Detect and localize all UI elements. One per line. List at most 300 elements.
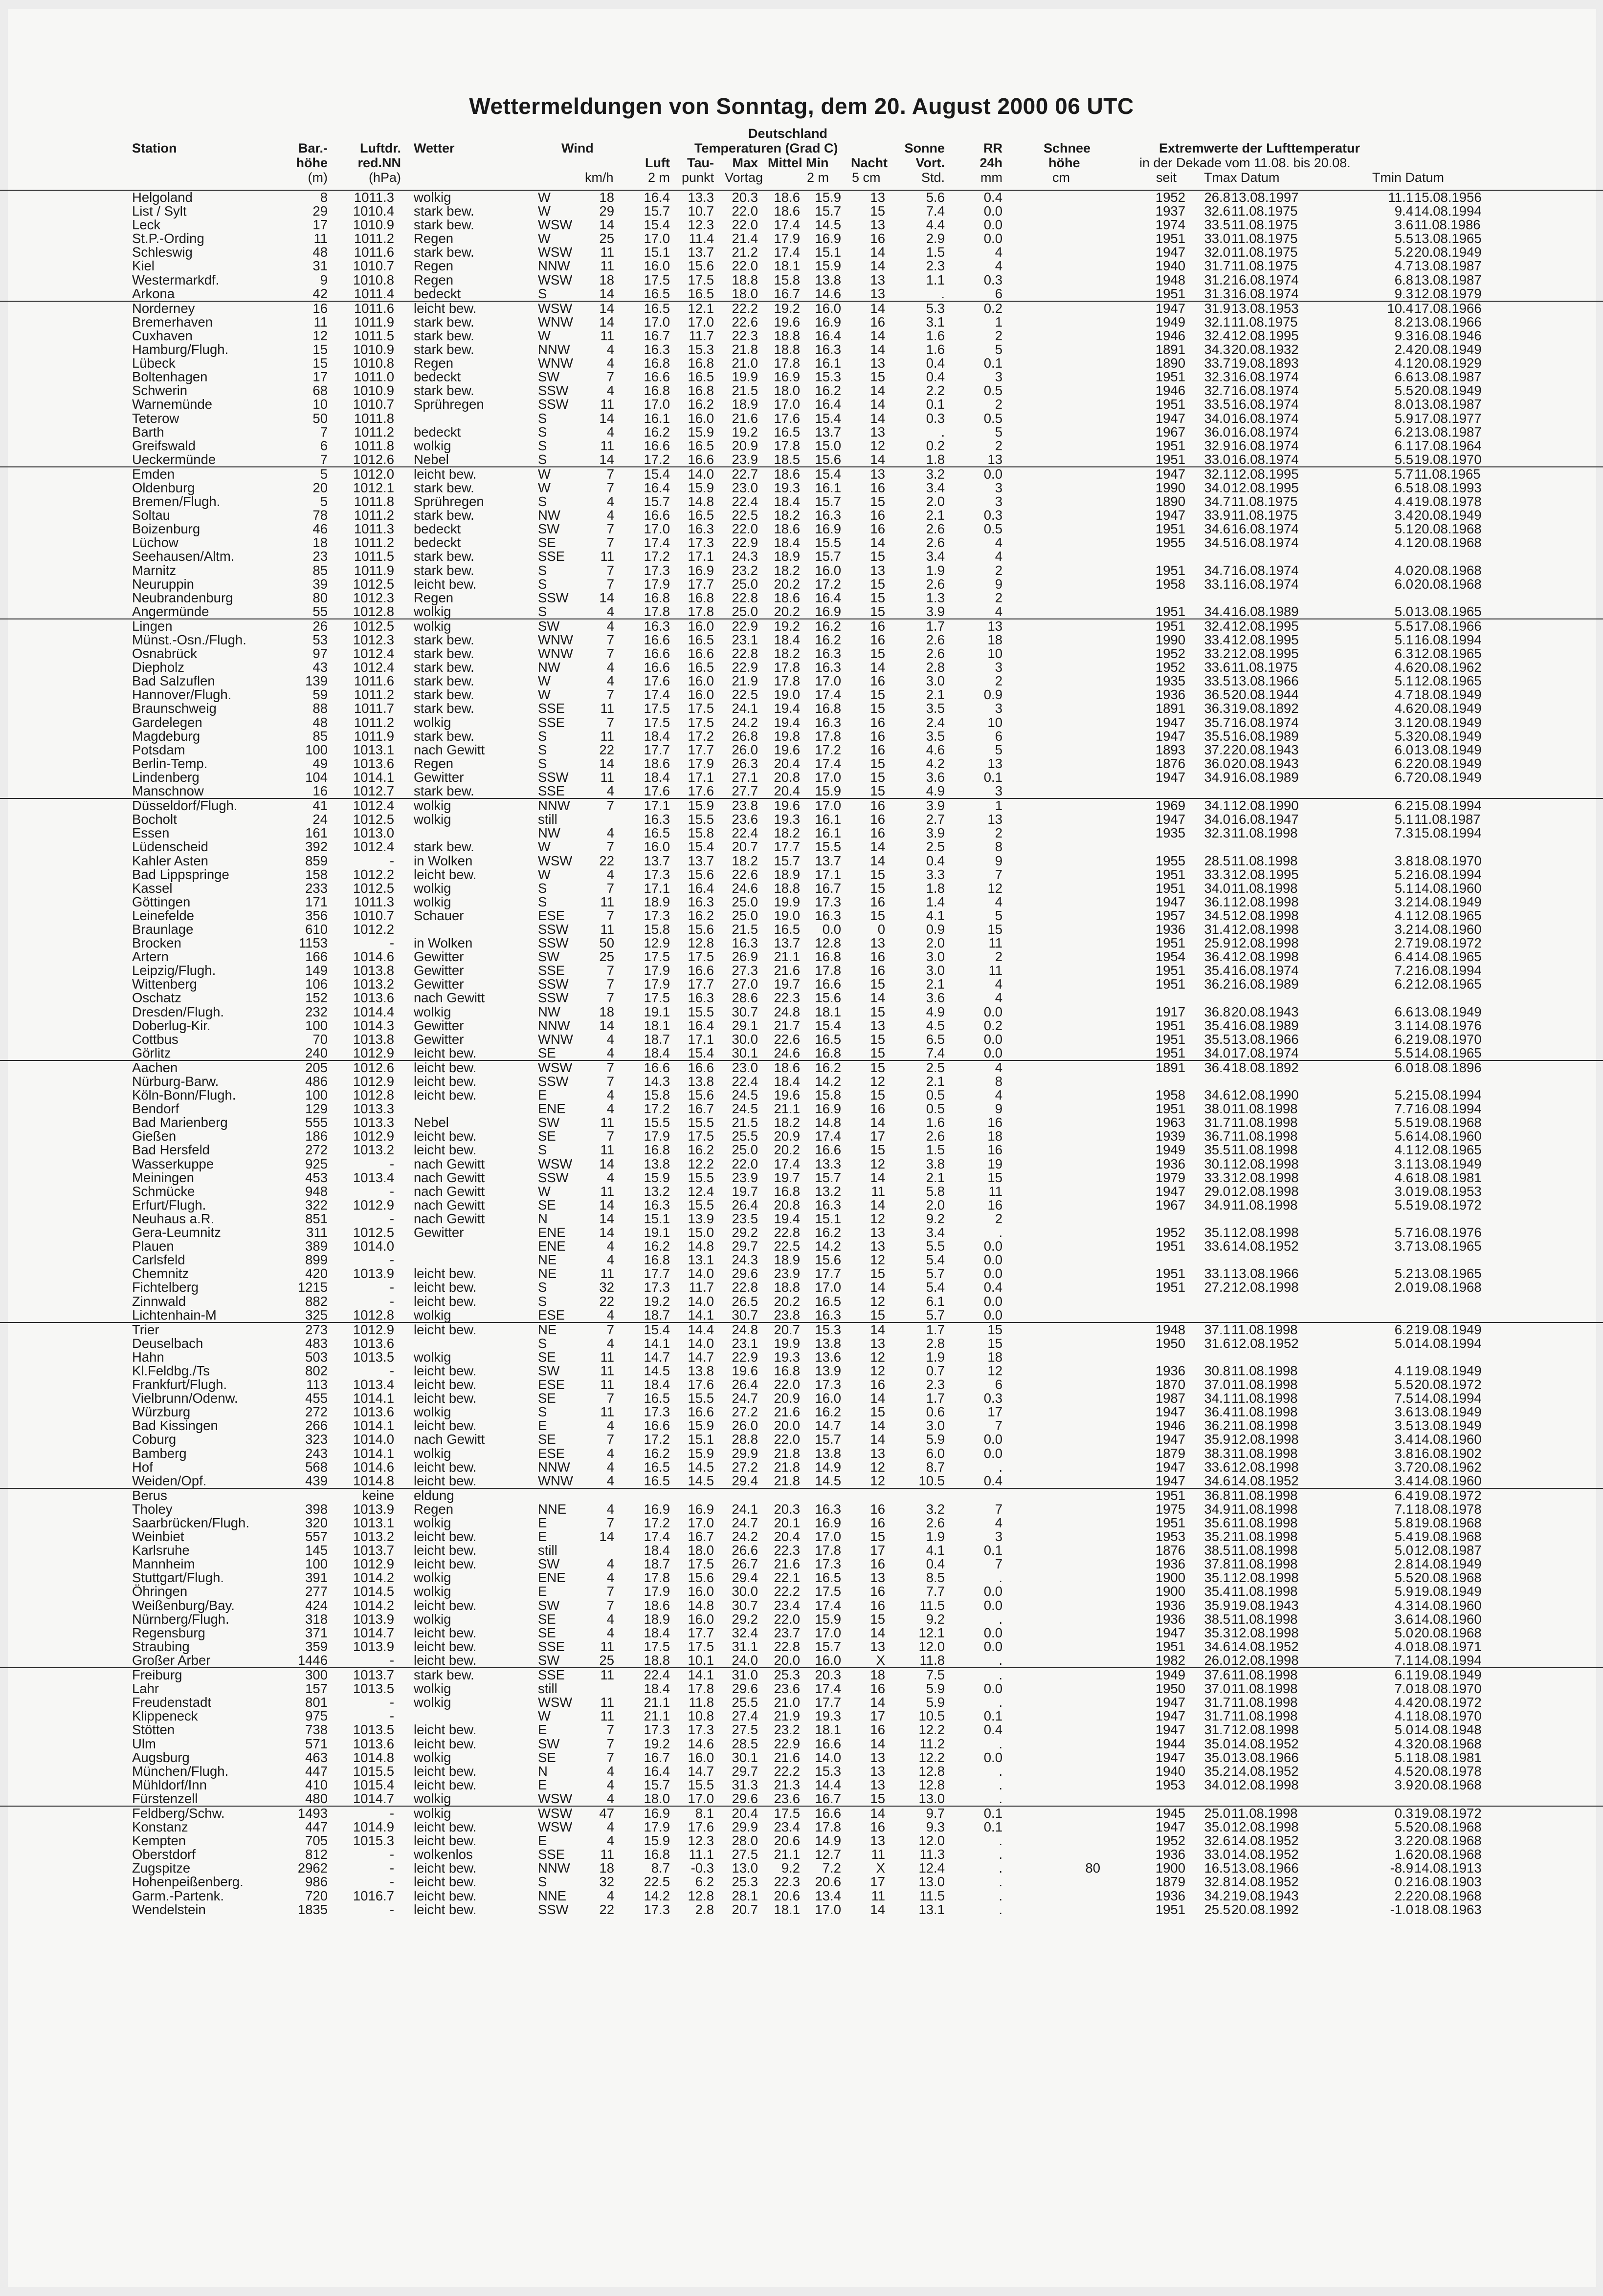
cell-temp-air: 17.3 xyxy=(644,1404,670,1420)
table-row xyxy=(0,840,1603,854)
cell-temp-mean: 17.0 xyxy=(774,397,800,412)
cell-pressure: 1016.7 xyxy=(353,1888,394,1903)
cell-weather: stark bew. xyxy=(414,244,474,260)
cell-temp-mean: 16.5 xyxy=(774,921,800,937)
cell-precip: 0.4 xyxy=(983,1280,1002,1295)
cell-wind-dir: WSW xyxy=(538,1156,573,1171)
cell-dew-point: 15.9 xyxy=(688,480,714,495)
cell-dew-point: 16.5 xyxy=(688,438,714,453)
cell-precip: . xyxy=(999,1777,1002,1792)
cell-dew-point: 16.5 xyxy=(688,632,714,647)
cell-weather: stark bew. xyxy=(414,673,474,689)
cell-dew-point: 17.5 xyxy=(688,1556,714,1572)
cell-temp-mean: 22.3 xyxy=(774,1874,800,1890)
cell-temp-air: 19.2 xyxy=(644,1736,670,1751)
table-row xyxy=(0,1239,1603,1253)
cell-weather: bedeckt xyxy=(414,521,461,537)
cell-wind-dir: S xyxy=(538,880,547,896)
cell-tmin: 6.8 xyxy=(1394,272,1413,287)
cell-tmin-date: 20.08.1949 xyxy=(1414,244,1482,260)
cell-wind-dir: NW xyxy=(538,660,560,675)
cell-temp-min: 18.1 xyxy=(815,1004,841,1019)
cell-weather: wolkig xyxy=(414,714,451,730)
table-row xyxy=(0,1143,1603,1157)
header-taupunkt-1: Tau- xyxy=(687,155,714,170)
table-row xyxy=(0,1308,1603,1322)
cell-temp-night: 15 xyxy=(870,1142,885,1158)
cell-record-since: 1951 xyxy=(1155,880,1185,896)
cell-temp-night: 14 xyxy=(870,853,885,868)
cell-temp-air: 17.1 xyxy=(644,798,670,814)
cell-temp-max: 27.5 xyxy=(732,1722,758,1738)
cell-temp-max: 28.8 xyxy=(732,1432,758,1447)
cell-temp-mean: 21.8 xyxy=(774,1445,800,1461)
cell-temp-min: 14.2 xyxy=(815,1074,841,1089)
cell-temp-night: 14 xyxy=(870,990,885,1006)
cell-temp-max: 21.5 xyxy=(732,921,758,937)
cell-temp-night: 15 xyxy=(870,549,885,564)
cell-temp-night: 14 xyxy=(870,397,885,412)
cell-wind-speed: 11 xyxy=(600,1349,614,1365)
cell-temp-min: 15.7 xyxy=(815,494,841,509)
cell-temp-night: 16 xyxy=(870,742,885,757)
cell-tmin-date: 20.08.1968 xyxy=(1414,562,1482,578)
table-row xyxy=(0,619,1603,633)
cell-tmax: 35.7 xyxy=(1204,714,1230,730)
cell-sunshine: 4.9 xyxy=(926,783,945,799)
cell-wind-speed: 4 xyxy=(606,1238,614,1254)
cell-tmax-date: 12.08.1998 xyxy=(1231,1777,1299,1792)
cell-tmax-date: 20.08.1943 xyxy=(1231,755,1299,771)
header-luftdr-2: red.NN xyxy=(357,155,401,170)
cell-tmin-date: 14.08.1949 xyxy=(1414,1556,1482,1572)
cell-tmax-date: 13.08.1997 xyxy=(1231,190,1299,205)
cell-temp-min: 14.2 xyxy=(815,1238,841,1254)
cell-record-since: 1951 xyxy=(1155,963,1185,978)
cell-wind-dir: SE xyxy=(538,1749,556,1765)
cell-wind-dir: SSE xyxy=(538,1638,565,1654)
cell-precip: 0.4 xyxy=(983,1473,1002,1488)
cell-temp-mean: 19.6 xyxy=(774,798,800,814)
cell-tmax-date: 11.08.1998 xyxy=(1231,1556,1298,1572)
cell-temp-night: 14 xyxy=(870,1432,885,1447)
cell-pressure: - xyxy=(389,1156,394,1171)
cell-tmin: 3.6 xyxy=(1394,217,1413,233)
cell-temp-min: 16.0 xyxy=(815,1391,841,1406)
header-wind-unit: km/h xyxy=(585,170,614,185)
table-row xyxy=(0,1157,1603,1171)
cell-tmax-date: 12.08.1995 xyxy=(1231,328,1299,343)
header-deutschland: Deutschland xyxy=(748,126,828,141)
cell-temp-min: 15.3 xyxy=(815,369,841,385)
cell-temp-min: 13.4 xyxy=(815,1888,841,1903)
cell-precip: 0.0 xyxy=(983,1004,1002,1019)
cell-pressure: 1011.8 xyxy=(354,494,394,509)
header-nacht-1: Nacht xyxy=(851,155,888,170)
cell-height: 48 xyxy=(312,244,328,260)
cell-wind-dir: WNW xyxy=(538,1031,573,1047)
cell-temp-night: 16 xyxy=(870,728,885,744)
cell-temp-air: 18.4 xyxy=(644,1377,670,1392)
cell-temp-night: X xyxy=(876,1652,885,1668)
cell-height: 55 xyxy=(312,603,328,619)
cell-dew-point: 12.2 xyxy=(688,1156,714,1171)
cell-tmax-date: 11.08.1975 xyxy=(1231,494,1298,509)
cell-weather: leicht bew. xyxy=(414,1418,477,1434)
cell-temp-night: 15 xyxy=(870,590,885,605)
cell-temp-night: 15 xyxy=(870,1031,885,1047)
cell-record-since: 1951 xyxy=(1155,1017,1185,1033)
cell-sunshine: 3.8 xyxy=(926,1156,945,1171)
cell-tmin-date: 20.08.1949 xyxy=(1414,383,1482,398)
cell-pressure: 1014.5 xyxy=(353,1584,394,1599)
table-row xyxy=(0,1807,1603,1820)
cell-pressure: 1013.4 xyxy=(353,1170,394,1185)
cell-temp-min: 17.3 xyxy=(815,1377,841,1392)
cell-tmin-date: 12.08.1987 xyxy=(1414,1543,1482,1558)
cell-tmin-date: 20.08.1968 xyxy=(1414,576,1482,592)
cell-pressure: 1015.4 xyxy=(353,1777,394,1792)
cell-pressure: - xyxy=(389,1695,394,1710)
cell-precip: 4 xyxy=(995,549,1002,564)
cell-tmax: 32.4 xyxy=(1204,618,1230,634)
cell-wind-speed: 7 xyxy=(606,687,614,703)
cell-sunshine: 2.3 xyxy=(926,258,945,274)
cell-tmax: 36.1 xyxy=(1204,894,1230,909)
cell-wind-speed: 7 xyxy=(606,1515,614,1530)
cell-station: Saarbrücken/Flugh. xyxy=(132,1515,249,1530)
cell-height: 266 xyxy=(305,1418,328,1434)
cell-height: 503 xyxy=(305,1349,328,1365)
cell-weather: bedeckt xyxy=(414,369,461,385)
cell-tmin: 7.7 xyxy=(1394,1101,1413,1117)
cell-temp-night: 15 xyxy=(870,976,885,992)
cell-temp-night: 14 xyxy=(870,839,885,855)
cell-record-since: 1957 xyxy=(1155,907,1185,923)
cell-tmin-date: 19.08.1970 xyxy=(1414,451,1482,467)
cell-wind-speed: 14 xyxy=(599,410,614,426)
cell-temp-night: 13 xyxy=(870,355,885,371)
cell-tmin: 8.0 xyxy=(1394,397,1413,412)
cell-dew-point: 13.3 xyxy=(688,190,714,205)
cell-sunshine: 7.4 xyxy=(926,203,945,219)
cell-tmax: 34.5 xyxy=(1204,535,1230,551)
cell-tmin-date: 14.08.1994 xyxy=(1414,203,1482,219)
cell-record-since: 1876 xyxy=(1155,755,1185,771)
cell-station: Hannover/Flugh. xyxy=(132,687,232,703)
cell-sunshine: 0.9 xyxy=(926,921,945,937)
cell-temp-air: 16.4 xyxy=(644,1763,670,1779)
cell-wind-speed: 4 xyxy=(606,673,614,689)
cell-sunshine: 3.5 xyxy=(926,728,945,744)
cell-sunshine: 3.2 xyxy=(926,1501,945,1517)
table-row xyxy=(0,1585,1603,1598)
cell-sunshine: 3.0 xyxy=(926,963,945,978)
table-row xyxy=(0,1474,1603,1488)
cell-wind-dir: WNW xyxy=(538,355,573,371)
cell-tmax: 30.8 xyxy=(1204,1363,1230,1378)
cell-record-since: 1951 xyxy=(1155,1901,1185,1917)
cell-temp-mean: 21.8 xyxy=(774,1459,800,1475)
cell-tmin: 3.8 xyxy=(1394,853,1413,868)
cell-record-since: 1949 xyxy=(1155,1142,1185,1158)
cell-pressure: 1011.9 xyxy=(354,728,394,744)
cell-pressure: 1013.4 xyxy=(353,1377,394,1392)
cell-wind-speed: 4 xyxy=(606,1307,614,1323)
cell-wind-speed: 14 xyxy=(599,1211,614,1226)
table-row xyxy=(0,467,1603,481)
cell-sunshine: 5.5 xyxy=(926,1238,945,1254)
cell-sunshine: 2.6 xyxy=(926,646,945,662)
cell-weather: leicht bew. xyxy=(414,1280,477,1295)
cell-weather: leicht bew. xyxy=(414,866,477,882)
cell-tmin: 6.2 xyxy=(1394,798,1413,814)
cell-tmin: 3.1 xyxy=(1394,1156,1413,1171)
cell-dew-point: 17.0 xyxy=(688,314,714,330)
cell-temp-night: 14 xyxy=(870,258,885,274)
cell-temp-max: 28.5 xyxy=(732,1736,758,1751)
cell-temp-max: 24.7 xyxy=(732,1391,758,1406)
table-row xyxy=(0,1751,1603,1765)
cell-temp-air: 16.8 xyxy=(644,590,670,605)
cell-sunshine: 9.7 xyxy=(926,1805,945,1821)
cell-height: 420 xyxy=(305,1266,328,1281)
cell-wind-dir: W xyxy=(538,231,551,246)
cell-record-since: 1974 xyxy=(1155,217,1185,233)
cell-dew-point: 15.3 xyxy=(688,342,714,357)
cell-temp-night: 13 xyxy=(870,935,885,951)
cell-tmin-date: 14.08.1949 xyxy=(1414,894,1482,909)
cell-tmax: 36.2 xyxy=(1204,976,1230,992)
cell-tmax: 34.9 xyxy=(1204,1501,1230,1517)
cell-tmax: 35.2 xyxy=(1204,1763,1230,1779)
cell-pressure: - xyxy=(389,1211,394,1226)
cell-tmin-date: 20.08.1968 xyxy=(1414,1625,1482,1640)
cell-pressure: - xyxy=(389,1708,394,1724)
cell-height: 139 xyxy=(305,673,328,689)
cell-temp-night: 16 xyxy=(870,314,885,330)
cell-record-since: 1948 xyxy=(1155,272,1185,287)
table-row xyxy=(0,273,1603,287)
cell-station: Hohenpeißenberg. xyxy=(132,1874,244,1890)
cell-height: 16 xyxy=(312,300,328,316)
cell-station: Barth xyxy=(132,424,164,440)
cell-pressure: 1010.8 xyxy=(353,272,394,287)
cell-pressure: - xyxy=(389,1901,394,1917)
cell-sunshine: 2.1 xyxy=(926,1074,945,1089)
cell-precip: 5 xyxy=(995,742,1002,757)
cell-tmax-date: 16.08.1989 xyxy=(1231,769,1299,785)
cell-record-since: 1947 xyxy=(1155,1473,1185,1488)
cell-tmax: 33.5 xyxy=(1204,673,1230,689)
cell-wind-speed: 4 xyxy=(606,508,614,523)
cell-height: 15 xyxy=(312,355,328,371)
cell-weather: Gewitter xyxy=(414,963,464,978)
cell-temp-air: 17.5 xyxy=(644,1638,670,1654)
table-row xyxy=(0,1061,1603,1075)
cell-temp-mean: 17.4 xyxy=(774,244,800,260)
cell-tmax: 31.7 xyxy=(1204,1722,1230,1738)
cell-wind-dir: S xyxy=(538,1404,547,1420)
table-row xyxy=(0,647,1603,661)
cell-tmin: 5.1 xyxy=(1394,673,1413,689)
cell-tmin-date: 15.08.1994 xyxy=(1414,1087,1482,1103)
cell-temp-air: 17.9 xyxy=(644,576,670,592)
cell-tmax-date: 13.08.1966 xyxy=(1231,673,1299,689)
cell-temp-min: 14.5 xyxy=(815,1473,841,1488)
cell-station: Nürnberg/Flugh. xyxy=(132,1611,229,1627)
cell-tmin: -8.9 xyxy=(1390,1860,1413,1876)
cell-height: 389 xyxy=(305,1238,328,1254)
cell-wind-speed: 7 xyxy=(606,1722,614,1738)
cell-record-since: 1990 xyxy=(1155,632,1185,647)
cell-temp-mean: 23.4 xyxy=(774,1819,800,1835)
cell-temp-mean: 22.3 xyxy=(774,1543,800,1558)
table-row xyxy=(0,508,1603,522)
cell-temp-max: 31.3 xyxy=(732,1777,758,1792)
cell-record-since: 1900 xyxy=(1155,1860,1185,1876)
cell-weather: stark bew. xyxy=(414,839,474,855)
cell-dew-point: 16.2 xyxy=(688,1142,714,1158)
cell-tmin-date: 18.08.1978 xyxy=(1414,1501,1482,1517)
cell-precip: 13 xyxy=(987,618,1002,634)
cell-sunshine: 2.8 xyxy=(926,660,945,675)
cell-tmin-date: 20.08.1968 xyxy=(1414,1736,1482,1751)
table-header xyxy=(0,0,1603,196)
cell-temp-min: 16.3 xyxy=(815,660,841,675)
cell-dew-point: 17.8 xyxy=(688,1681,714,1697)
cell-temp-min: 16.2 xyxy=(815,632,841,647)
cell-precip: 3 xyxy=(995,660,1002,675)
cell-record-since: 1955 xyxy=(1155,853,1185,868)
cell-temp-night: 13 xyxy=(870,1833,885,1849)
cell-height: 88 xyxy=(312,701,328,716)
cell-temp-air: 17.0 xyxy=(644,397,670,412)
cell-temp-max: 31.0 xyxy=(732,1667,758,1683)
cell-temp-night: 15 xyxy=(870,1307,885,1323)
cell-sunshine: 4.9 xyxy=(926,1004,945,1019)
cell-sunshine: 3.9 xyxy=(926,603,945,619)
cell-temp-min: 17.1 xyxy=(815,866,841,882)
cell-record-since: 1893 xyxy=(1155,742,1185,757)
cell-temp-night: 14 xyxy=(870,383,885,398)
cell-temp-min: 16.8 xyxy=(815,949,841,965)
cell-precip: 0.3 xyxy=(983,1391,1002,1406)
cell-wind-speed: 7 xyxy=(606,963,614,978)
cell-sunshine: 2.1 xyxy=(926,976,945,992)
cell-temp-mean: 17.4 xyxy=(774,217,800,233)
cell-temp-night: 15 xyxy=(870,1087,885,1103)
cell-temp-mean: 18.8 xyxy=(774,1280,800,1295)
cell-temp-air: 13.2 xyxy=(644,1183,670,1199)
cell-wind-speed: 14 xyxy=(599,1017,614,1033)
cell-pressure: 1012.6 xyxy=(353,451,394,467)
cell-temp-air: 17.5 xyxy=(644,714,670,730)
table-row xyxy=(0,343,1603,356)
cell-height: 705 xyxy=(305,1833,328,1849)
cell-tmax-date: 11.08.1998 xyxy=(1231,1322,1298,1337)
cell-station: Frankfurt/Flugh. xyxy=(132,1377,227,1392)
table-row xyxy=(0,784,1603,798)
cell-tmin-date: 19.08.1949 xyxy=(1414,1363,1482,1378)
cell-temp-air: 17.4 xyxy=(644,1529,670,1545)
cell-temp-min: 17.2 xyxy=(815,742,841,757)
cell-temp-max: 24.8 xyxy=(732,1322,758,1337)
cell-temp-max: 27.3 xyxy=(732,963,758,978)
cell-tmax-date: 11.08.1998 xyxy=(1231,1142,1298,1158)
cell-station: Warnemünde xyxy=(132,397,213,412)
cell-temp-night: 14 xyxy=(870,451,885,467)
cell-tmax: 36.8 xyxy=(1204,1004,1230,1019)
cell-station: Feldberg/Schw. xyxy=(132,1805,225,1821)
cell-tmax: 35.0 xyxy=(1204,1749,1230,1765)
table-row xyxy=(0,1046,1603,1060)
cell-sunshine: 3.4 xyxy=(926,480,945,495)
cell-station: Leck xyxy=(132,217,161,233)
cell-tmax-date: 11.08.1998 xyxy=(1231,1584,1298,1599)
cell-wind-speed: 4 xyxy=(606,660,614,675)
cell-weather: nach Gewitt xyxy=(414,742,485,757)
cell-precip: 0.1 xyxy=(983,1819,1002,1835)
cell-tmax-date: 19.08.1893 xyxy=(1231,355,1299,371)
cell-precip: . xyxy=(999,1874,1002,1890)
cell-temp-max: 29.2 xyxy=(732,1225,758,1240)
table-row xyxy=(0,439,1603,453)
cell-tmax: 35.9 xyxy=(1204,1597,1230,1613)
table-row xyxy=(0,799,1603,813)
cell-temp-air: 16.5 xyxy=(644,300,670,316)
cell-weather: leicht bew. xyxy=(414,1638,477,1654)
cell-temp-mean: 17.7 xyxy=(774,839,800,855)
cell-tmax: 38.0 xyxy=(1204,1101,1230,1117)
cell-pressure: 1013.8 xyxy=(353,963,394,978)
cell-temp-min: 16.5 xyxy=(815,1031,841,1047)
cell-tmax: 31.4 xyxy=(1204,921,1230,937)
cell-tmax-date: 16.08.1974 xyxy=(1231,272,1299,287)
cell-temp-air: 15.8 xyxy=(644,921,670,937)
cell-dew-point: 14.6 xyxy=(688,1736,714,1751)
cell-wind-speed: 11 xyxy=(600,1115,614,1130)
cell-temp-max: 23.9 xyxy=(732,451,758,467)
cell-tmax-date: 11.08.1975 xyxy=(1231,314,1298,330)
cell-wind-speed: 7 xyxy=(606,798,614,814)
cell-precip: 0.2 xyxy=(983,1017,1002,1033)
cell-record-since: 1952 xyxy=(1155,660,1185,675)
cell-dew-point: 17.5 xyxy=(688,1128,714,1144)
cell-tmax-date: 20.08.1943 xyxy=(1231,742,1299,757)
cell-record-since: 1947 xyxy=(1155,714,1185,730)
table-row xyxy=(0,1544,1603,1557)
header-bar-hoehe-3: (m) xyxy=(308,170,328,185)
cell-station: Mannheim xyxy=(132,1556,195,1572)
cell-wind-dir: NW xyxy=(538,1004,560,1019)
cell-temp-mean: 22.2 xyxy=(774,1584,800,1599)
cell-record-since: 1951 xyxy=(1155,1101,1185,1117)
table-row xyxy=(0,688,1603,702)
cell-wind-speed: 11 xyxy=(600,1266,614,1281)
cell-tmin-date: 16.08.1946 xyxy=(1414,328,1482,343)
cell-tmax: 27.2 xyxy=(1204,1280,1230,1295)
cell-temp-min: 16.5 xyxy=(815,1570,841,1586)
cell-weather: Gewitter xyxy=(414,769,464,785)
cell-temp-mean: 25.3 xyxy=(774,1667,800,1683)
cell-wind-dir: N xyxy=(538,1763,548,1779)
cell-station: Oberstdorf xyxy=(132,1847,196,1862)
cell-tmax-date: 11.08.1975 xyxy=(1231,244,1298,260)
cell-tmax-date: 11.08.1998 xyxy=(1231,1501,1298,1517)
cell-station: Schwerin xyxy=(132,383,188,398)
cell-station: Bremerhaven xyxy=(132,314,213,330)
